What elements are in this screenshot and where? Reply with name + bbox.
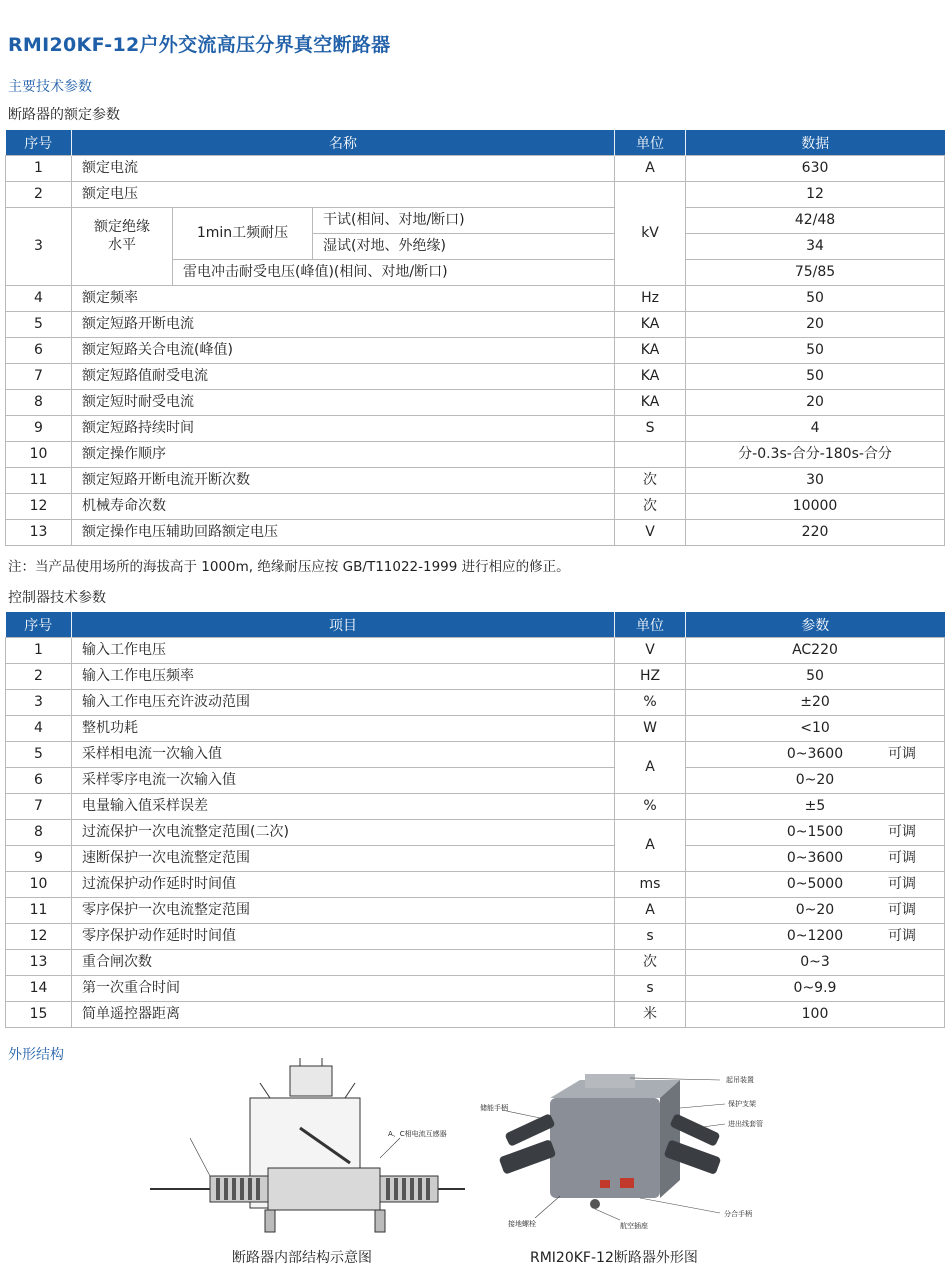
row-name: 额定电压 (72, 182, 615, 208)
table-row (6, 338, 945, 364)
row-no: 5 (6, 742, 72, 768)
row-value-cell (686, 820, 945, 846)
row-unit: kV (615, 182, 686, 286)
row-unit: A (615, 898, 686, 924)
table-row (6, 286, 945, 312)
external-appearance-image (480, 1068, 780, 1236)
row-value: 220 (686, 520, 945, 546)
row-name: 输入工作电压充许波动范围 (72, 690, 615, 716)
impulse-withstand: 雷电冲击耐受电压(峰值)(相间、对地/断口) (173, 260, 615, 286)
row-unit: W (615, 716, 686, 742)
table-row (6, 494, 945, 520)
table-row (6, 768, 945, 794)
label-ct: A、C相电流互感器 (388, 1130, 447, 1138)
row-name: 额定短路开断电流 (72, 312, 615, 338)
row-no: 9 (6, 416, 72, 442)
internal-structure-diagram (150, 1058, 465, 1240)
row-value: 0~20 (795, 902, 835, 918)
row-no: 1 (6, 638, 72, 664)
row-name: 速断保护一次电流整定范围 (72, 846, 615, 872)
row-name: 过流保护一次电流整定范围(二次) (72, 820, 615, 846)
row-name: 过流保护动作延时时间值 (72, 872, 615, 898)
row-value: ±20 (686, 690, 945, 716)
table-row (6, 156, 945, 182)
row-value-cell (686, 872, 945, 898)
row-value: 0~9.9 (686, 976, 945, 1002)
insulation-group (72, 208, 173, 286)
header-param: 参数 (686, 612, 945, 638)
row-no: 12 (6, 924, 72, 950)
row-no: 5 (6, 312, 72, 338)
table-row (6, 1002, 945, 1028)
row-unit: KA (615, 338, 686, 364)
table-header-row (6, 612, 945, 638)
power-freq-withstand: 1min工频耐压 (173, 208, 313, 260)
row-value: 0~3600 (786, 850, 844, 866)
row-unit: V (615, 638, 686, 664)
adjustable-label: 可调 (888, 746, 916, 762)
row-value: 0~3600 (786, 746, 844, 762)
row-name: 额定短路持续时间 (72, 416, 615, 442)
row-name: 零序保护一次电流整定范围 (72, 898, 615, 924)
label-bushing: 进出线套管 (728, 1120, 763, 1128)
row-unit: s (615, 924, 686, 950)
row-value-cell (686, 846, 945, 872)
label-aviation-socket: 航空插座 (620, 1222, 648, 1230)
row-no: 3 (6, 690, 72, 716)
row-no: 11 (6, 468, 72, 494)
row-name: 输入工作电压 (72, 638, 615, 664)
table-row (6, 872, 945, 898)
adjustable-label: 可调 (888, 850, 916, 866)
table-row (6, 846, 945, 872)
header-value: 数据 (686, 130, 945, 156)
row-name: 额定电流 (72, 156, 615, 182)
wet-test-value: 34 (686, 234, 945, 260)
row-value: 0~1500 (786, 824, 844, 840)
row-unit: % (615, 690, 686, 716)
wet-test: 湿试(对地、外绝缘) (313, 234, 615, 260)
row-name: 电量输入值采样误差 (72, 794, 615, 820)
figure-right-caption: RMI20KF-12断路器外形图 (530, 1250, 698, 1266)
adjustable-label: 可调 (888, 876, 916, 892)
row-no: 3 (6, 208, 72, 286)
table-row (6, 390, 945, 416)
altitude-note: 注：当产品使用场所的海拔高于 1000m, 绝缘耐压应按 GB/T11022-1999 进行相应的修正。 (8, 559, 570, 575)
row-no: 11 (6, 898, 72, 924)
row-name: 零序保护动作延时时间值 (72, 924, 615, 950)
header-item: 项目 (72, 612, 615, 638)
label-open-close-handle: 分合手柄 (724, 1210, 752, 1218)
table-row (6, 690, 945, 716)
dry-test-value: 42/48 (686, 208, 945, 234)
row-value: 12 (686, 182, 945, 208)
row-value: <10 (686, 716, 945, 742)
row-value: 20 (686, 312, 945, 338)
row-value: 50 (686, 364, 945, 390)
table-row (6, 898, 945, 924)
row-no: 10 (6, 872, 72, 898)
row-unit: KA (615, 312, 686, 338)
label-lifting: 起吊装置 (726, 1076, 754, 1084)
impulse-value: 75/85 (686, 260, 945, 286)
row-name: 额定短路开断电流开断次数 (72, 468, 615, 494)
table-row (6, 794, 945, 820)
row-unit: A (615, 156, 686, 182)
table-row (6, 442, 945, 468)
row-unit: 次 (615, 468, 686, 494)
row-unit: 米 (615, 1002, 686, 1028)
row-value: 50 (686, 664, 945, 690)
row-value-cell (686, 924, 945, 950)
table-row (6, 416, 945, 442)
row-no: 2 (6, 664, 72, 690)
row-unit: S (615, 416, 686, 442)
table-row (6, 742, 945, 768)
row-unit: ms (615, 872, 686, 898)
row-unit: A (615, 742, 686, 794)
row-unit: HZ (615, 664, 686, 690)
table-row (6, 364, 945, 390)
row-value: 0~1200 (786, 928, 844, 944)
row-unit (615, 442, 686, 468)
row-value: 0~20 (686, 768, 945, 794)
row-no: 13 (6, 520, 72, 546)
controller-params-table (5, 612, 945, 1028)
row-unit: V (615, 520, 686, 546)
row-unit: s (615, 976, 686, 1002)
row-name: 机械寿命次数 (72, 494, 615, 520)
row-no: 9 (6, 846, 72, 872)
row-name: 整机功耗 (72, 716, 615, 742)
row-value: 10000 (686, 494, 945, 520)
table-row (6, 638, 945, 664)
header-unit: 单位 (615, 612, 686, 638)
row-no: 7 (6, 794, 72, 820)
row-value: 50 (686, 286, 945, 312)
row-value: 50 (686, 338, 945, 364)
subheading-breaker-params: 断路器的额定参数 (8, 107, 120, 123)
insulation-group-label: 额定绝缘水平 (94, 218, 150, 253)
header-no: 序号 (6, 130, 72, 156)
row-unit: A (615, 820, 686, 872)
row-no: 1 (6, 156, 72, 182)
row-unit: KA (615, 364, 686, 390)
row-value-cell (686, 898, 945, 924)
row-name: 额定频率 (72, 286, 615, 312)
row-value: 0~3 (686, 950, 945, 976)
subheading-controller-params: 控制器技术参数 (8, 590, 106, 606)
row-no: 12 (6, 494, 72, 520)
table-row (6, 468, 945, 494)
table-row (6, 208, 945, 234)
row-name: 简单遥控器距离 (72, 1002, 615, 1028)
table-row (6, 924, 945, 950)
adjustable-label: 可调 (888, 928, 916, 944)
row-value: AC220 (686, 638, 945, 664)
table-row (6, 312, 945, 338)
row-value: 20 (686, 390, 945, 416)
row-no: 4 (6, 286, 72, 312)
table-row (6, 950, 945, 976)
page-title: RMI20KF-12户外交流高压分界真空断路器 (8, 34, 391, 56)
row-name: 输入工作电压频率 (72, 664, 615, 690)
row-name: 额定短时耐受电流 (72, 390, 615, 416)
label-ground-bolt: 接地螺栓 (508, 1220, 536, 1228)
row-name: 额定短路值耐受电流 (72, 364, 615, 390)
row-no: 8 (6, 820, 72, 846)
row-unit: 次 (615, 494, 686, 520)
label-protect-bracket: 保护支架 (728, 1100, 756, 1108)
row-value: 0~5000 (786, 876, 844, 892)
row-no: 2 (6, 182, 72, 208)
section-heading-main-params: 主要技术参数 (8, 79, 92, 95)
row-name: 重合闸次数 (72, 950, 615, 976)
row-no: 7 (6, 364, 72, 390)
row-unit: KA (615, 390, 686, 416)
row-no: 4 (6, 716, 72, 742)
figure-left-caption: 断路器内部结构示意图 (232, 1250, 372, 1266)
adjustable-label: 可调 (888, 902, 916, 918)
row-no: 15 (6, 1002, 72, 1028)
row-value: 100 (686, 1002, 945, 1028)
row-no: 14 (6, 976, 72, 1002)
row-value-cell (686, 742, 945, 768)
section-heading-shape: 外形结构 (8, 1047, 64, 1063)
table-row (6, 520, 945, 546)
table-row (6, 716, 945, 742)
table-row (6, 820, 945, 846)
adjustable-label: 可调 (888, 824, 916, 840)
row-value: 30 (686, 468, 945, 494)
row-no: 6 (6, 338, 72, 364)
row-unit: % (615, 794, 686, 820)
row-name: 采样相电流一次输入值 (72, 742, 615, 768)
row-unit: 次 (615, 950, 686, 976)
table-row (6, 664, 945, 690)
row-unit: Hz (615, 286, 686, 312)
row-name: 采样零序电流一次输入值 (72, 768, 615, 794)
row-no: 6 (6, 768, 72, 794)
row-no: 8 (6, 390, 72, 416)
row-name: 额定操作电压辅助回路额定电压 (72, 520, 615, 546)
row-value: 630 (686, 156, 945, 182)
row-name: 第一次重合时间 (72, 976, 615, 1002)
table-row (6, 976, 945, 1002)
table-row (6, 182, 945, 208)
row-value: 4 (686, 416, 945, 442)
breaker-params-table (5, 130, 945, 546)
row-no: 10 (6, 442, 72, 468)
row-name: 额定操作顺序 (72, 442, 615, 468)
label-charging-handle: 储能手柄 (480, 1104, 508, 1112)
header-no: 序号 (6, 612, 72, 638)
table-header-row (6, 130, 945, 156)
header-unit: 单位 (615, 130, 686, 156)
row-value: 分-0.3s-合分-180s-合分 (686, 442, 945, 468)
row-name: 额定短路关合电流(峰值) (72, 338, 615, 364)
row-value: ±5 (686, 794, 945, 820)
row-no: 13 (6, 950, 72, 976)
dry-test: 干试(相间、对地/断口) (313, 208, 615, 234)
header-name: 名称 (72, 130, 615, 156)
